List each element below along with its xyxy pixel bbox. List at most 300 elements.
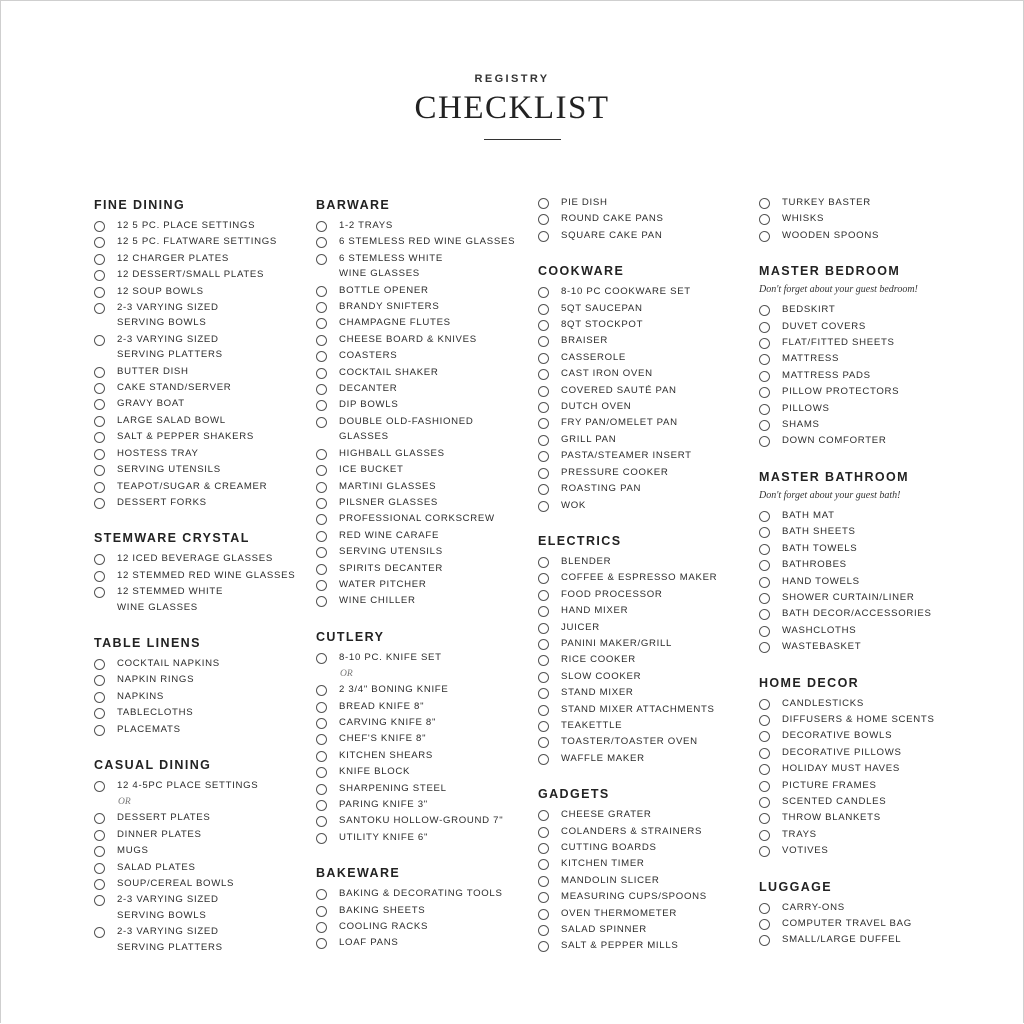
checklist-item[interactable] — [538, 940, 748, 953]
checkbox-circle-icon[interactable] — [759, 511, 770, 522]
checklist-item[interactable] — [538, 891, 748, 904]
checkbox-circle-icon[interactable] — [316, 498, 327, 509]
checkbox-circle-icon[interactable] — [759, 813, 770, 824]
checkbox-circle-icon[interactable] — [759, 231, 770, 242]
checklist-item[interactable] — [759, 230, 989, 243]
checklist-item-label: 8QT STOCKPOT — [561, 319, 644, 331]
checklist-item[interactable] — [759, 608, 989, 621]
checkbox-circle-icon[interactable] — [316, 351, 327, 362]
checkbox-circle-icon[interactable] — [538, 484, 549, 495]
checklist-item[interactable] — [94, 415, 304, 428]
checklist-item[interactable] — [538, 483, 748, 496]
checklist-item[interactable] — [316, 253, 531, 282]
checkbox-circle-icon[interactable] — [94, 587, 105, 598]
checkbox-circle-icon[interactable] — [94, 482, 105, 493]
checkbox-circle-icon[interactable] — [759, 764, 770, 775]
checklist-item[interactable] — [316, 733, 531, 746]
checklist-item[interactable] — [94, 926, 304, 955]
checklist-item[interactable] — [94, 862, 304, 875]
checkbox-circle-icon[interactable] — [538, 925, 549, 936]
checkbox-circle-icon[interactable] — [94, 781, 105, 792]
checklist-item[interactable] — [759, 763, 989, 776]
checklist-item[interactable] — [759, 730, 989, 743]
checklist-item[interactable] — [316, 317, 531, 330]
checkbox-circle-icon[interactable] — [538, 231, 549, 242]
checkbox-circle-icon[interactable] — [538, 810, 549, 821]
checkbox-circle-icon[interactable] — [316, 922, 327, 933]
checkbox-circle-icon[interactable] — [94, 675, 105, 686]
checkbox-circle-icon[interactable] — [316, 767, 327, 778]
checklist-item[interactable] — [538, 385, 748, 398]
checklist-item[interactable] — [538, 572, 748, 585]
checklist-item-label: PANINI MAKER/GRILL — [561, 637, 673, 649]
checklist-item[interactable] — [94, 845, 304, 858]
checklist-item-label: DECORATIVE BOWLS — [782, 730, 893, 742]
checkbox-circle-icon[interactable] — [538, 369, 549, 380]
checklist-item[interactable] — [316, 684, 531, 697]
checklist-item[interactable] — [94, 286, 304, 299]
checkbox-circle-icon[interactable] — [759, 919, 770, 930]
checklist-item[interactable] — [538, 687, 748, 700]
checkbox-circle-icon[interactable] — [316, 302, 327, 313]
checklist-item-label: TABLECLOTHS — [117, 707, 194, 719]
checklist-item[interactable] — [316, 652, 531, 665]
checklist-item[interactable] — [94, 464, 304, 477]
checklist-item[interactable] — [538, 622, 748, 635]
checklist-item[interactable] — [94, 674, 304, 687]
checkbox-circle-icon[interactable] — [538, 435, 549, 446]
checklist-item[interactable] — [759, 304, 989, 317]
checklist-item[interactable] — [538, 213, 748, 226]
checkbox-circle-icon[interactable] — [538, 198, 549, 209]
checkbox-circle-icon[interactable] — [759, 577, 770, 588]
checkbox-circle-icon[interactable] — [316, 547, 327, 558]
checkbox-circle-icon[interactable] — [94, 416, 105, 427]
checklist-item[interactable] — [538, 638, 748, 651]
checklist-item[interactable] — [316, 937, 531, 950]
checkbox-circle-icon[interactable] — [316, 596, 327, 607]
checkbox-circle-icon[interactable] — [94, 498, 105, 509]
checkbox-circle-icon[interactable] — [538, 655, 549, 666]
checklist-item[interactable] — [316, 717, 531, 730]
checklist-item[interactable] — [316, 815, 531, 828]
checklist-item[interactable] — [94, 780, 304, 793]
checkbox-circle-icon[interactable] — [759, 420, 770, 431]
checklist-item[interactable] — [759, 370, 989, 383]
checklist-item[interactable] — [538, 858, 748, 871]
checklist-item[interactable] — [759, 337, 989, 350]
checklist-item[interactable] — [538, 654, 748, 667]
checklist-item[interactable] — [759, 526, 989, 539]
checkbox-circle-icon[interactable] — [759, 214, 770, 225]
checklist-item[interactable] — [316, 905, 531, 918]
checkbox-circle-icon[interactable] — [94, 399, 105, 410]
checkbox-circle-icon[interactable] — [316, 254, 327, 265]
checklist-item[interactable] — [94, 707, 304, 720]
checklist-item[interactable] — [538, 842, 748, 855]
checkbox-circle-icon[interactable] — [94, 383, 105, 394]
checklist-item[interactable] — [759, 197, 989, 210]
checklist-item[interactable] — [759, 812, 989, 825]
checklist-item[interactable] — [316, 416, 531, 445]
checklist-item[interactable] — [538, 908, 748, 921]
checklist-item[interactable] — [316, 832, 531, 845]
checklist-item[interactable] — [94, 586, 304, 615]
checkbox-circle-icon[interactable] — [316, 384, 327, 395]
checklist-item[interactable] — [759, 419, 989, 432]
checkbox-circle-icon[interactable] — [538, 214, 549, 225]
checkbox-circle-icon[interactable] — [759, 387, 770, 398]
checklist-item[interactable] — [538, 368, 748, 381]
checklist-item[interactable] — [538, 352, 748, 365]
checkbox-circle-icon[interactable] — [316, 816, 327, 827]
checkbox-circle-icon[interactable] — [316, 906, 327, 917]
checkbox-circle-icon[interactable] — [316, 400, 327, 411]
checklist-item[interactable] — [316, 888, 531, 901]
checkbox-circle-icon[interactable] — [759, 935, 770, 946]
checklist-item[interactable] — [538, 319, 748, 332]
checklist-item-label: 2 3/4" BONING KNIFE — [339, 684, 449, 696]
checkbox-circle-icon[interactable] — [316, 449, 327, 460]
checkbox-circle-icon[interactable] — [759, 715, 770, 726]
checkbox-circle-icon[interactable] — [538, 941, 549, 952]
checklist-item-label: SALAD SPINNER — [561, 924, 647, 936]
checkbox-circle-icon[interactable] — [94, 449, 105, 460]
checklist-item[interactable] — [316, 546, 531, 559]
checkbox-circle-icon[interactable] — [538, 639, 549, 650]
checkbox-circle-icon[interactable] — [759, 699, 770, 710]
checklist-item[interactable] — [538, 450, 748, 463]
checklist-item[interactable] — [759, 934, 989, 947]
checklist-item[interactable] — [759, 698, 989, 711]
checklist-item[interactable] — [316, 220, 531, 233]
checklist-item[interactable] — [538, 434, 748, 447]
checklist-item[interactable] — [316, 595, 531, 608]
checkbox-circle-icon[interactable] — [759, 527, 770, 538]
checkbox-circle-icon[interactable] — [94, 879, 105, 890]
checkbox-circle-icon[interactable] — [316, 685, 327, 696]
checklist-item[interactable] — [538, 556, 748, 569]
checkbox-circle-icon[interactable] — [759, 748, 770, 759]
checkbox-circle-icon[interactable] — [94, 895, 105, 906]
checklist-item[interactable] — [316, 497, 531, 510]
checkbox-circle-icon[interactable] — [759, 338, 770, 349]
checkbox-circle-icon[interactable] — [316, 417, 327, 428]
checklist-item[interactable] — [759, 403, 989, 416]
checklist-item[interactable] — [94, 658, 304, 671]
checkbox-circle-icon[interactable] — [316, 751, 327, 762]
checkbox-circle-icon[interactable] — [759, 626, 770, 637]
checkbox-circle-icon[interactable] — [94, 335, 105, 346]
checkbox-circle-icon[interactable] — [538, 573, 549, 584]
checklist-item[interactable] — [316, 766, 531, 779]
checkbox-circle-icon[interactable] — [759, 846, 770, 857]
checklist-item[interactable] — [316, 750, 531, 763]
checklist-item-label: BREAD KNIFE 8" — [339, 700, 425, 712]
checkbox-circle-icon[interactable] — [759, 593, 770, 604]
checkbox-circle-icon[interactable] — [759, 781, 770, 792]
checklist-item[interactable] — [759, 435, 989, 448]
checkbox-circle-icon[interactable] — [759, 371, 770, 382]
checklist-item[interactable] — [759, 902, 989, 915]
checkbox-circle-icon[interactable] — [316, 482, 327, 493]
checklist-item[interactable] — [94, 570, 304, 583]
checkbox-circle-icon[interactable] — [94, 237, 105, 248]
checkbox-circle-icon[interactable] — [94, 287, 105, 298]
checkbox-circle-icon[interactable] — [94, 659, 105, 670]
checkbox-circle-icon[interactable] — [538, 721, 549, 732]
checkbox-circle-icon[interactable] — [538, 468, 549, 479]
checklist-item[interactable] — [94, 724, 304, 737]
checkbox-circle-icon[interactable] — [538, 892, 549, 903]
checklist-item-label: KITCHEN SHEARS — [339, 749, 434, 761]
checkbox-circle-icon[interactable] — [538, 737, 549, 748]
checklist-item[interactable] — [94, 894, 304, 923]
checklist-item[interactable] — [538, 467, 748, 480]
checklist-item[interactable] — [94, 497, 304, 510]
section-gadgets — [538, 786, 748, 954]
checklist-item-label: CAKE STAND/SERVER — [117, 382, 232, 394]
checkbox-circle-icon[interactable] — [759, 354, 770, 365]
checkbox-circle-icon[interactable] — [538, 827, 549, 838]
checkbox-circle-icon[interactable] — [316, 221, 327, 232]
checkbox-circle-icon[interactable] — [316, 286, 327, 297]
checklist-item[interactable] — [316, 921, 531, 934]
checkbox-circle-icon[interactable] — [94, 725, 105, 736]
checkbox-circle-icon[interactable] — [759, 322, 770, 333]
checklist-item[interactable] — [316, 367, 531, 380]
checkbox-circle-icon[interactable] — [538, 557, 549, 568]
checkbox-circle-icon[interactable] — [538, 402, 549, 413]
checkbox-circle-icon[interactable] — [759, 903, 770, 914]
checklist-item[interactable] — [94, 236, 304, 249]
checkbox-circle-icon[interactable] — [538, 386, 549, 397]
checkbox-circle-icon[interactable] — [94, 465, 105, 476]
checklist-item[interactable] — [316, 383, 531, 396]
checkbox-circle-icon[interactable] — [759, 609, 770, 620]
checklist-item[interactable] — [316, 285, 531, 298]
checklist-item[interactable] — [316, 448, 531, 461]
checklist-item[interactable] — [538, 335, 748, 348]
checkbox-circle-icon[interactable] — [94, 367, 105, 378]
checkbox-circle-icon[interactable] — [759, 305, 770, 316]
checkbox-circle-icon[interactable] — [538, 859, 549, 870]
checkbox-circle-icon[interactable] — [538, 688, 549, 699]
checklist-item[interactable] — [94, 448, 304, 461]
checklist-item[interactable] — [316, 513, 531, 526]
checklist-item[interactable] — [538, 720, 748, 733]
checkbox-circle-icon[interactable] — [94, 692, 105, 703]
checkbox-circle-icon[interactable] — [538, 287, 549, 298]
checklist-item[interactable] — [538, 286, 748, 299]
checklist-item[interactable] — [538, 401, 748, 414]
checkbox-circle-icon[interactable] — [316, 784, 327, 795]
checklist-item[interactable] — [316, 464, 531, 477]
checkbox-circle-icon[interactable] — [316, 800, 327, 811]
checkbox-circle-icon[interactable] — [759, 642, 770, 653]
checklist-item[interactable] — [316, 481, 531, 494]
checkbox-circle-icon[interactable] — [94, 303, 105, 314]
checkbox-circle-icon[interactable] — [538, 304, 549, 315]
checkbox-circle-icon[interactable] — [94, 830, 105, 841]
checkbox-circle-icon[interactable] — [538, 843, 549, 854]
checkbox-circle-icon[interactable] — [316, 833, 327, 844]
checkbox-circle-icon[interactable] — [316, 702, 327, 713]
checklist-item[interactable] — [759, 559, 989, 572]
checkbox-circle-icon[interactable] — [94, 708, 105, 719]
checkbox-circle-icon[interactable] — [316, 531, 327, 542]
checkbox-circle-icon[interactable] — [538, 876, 549, 887]
checkbox-circle-icon[interactable] — [94, 432, 105, 443]
checkbox-circle-icon[interactable] — [94, 270, 105, 281]
checklist-item[interactable] — [759, 386, 989, 399]
checklist-item[interactable] — [316, 334, 531, 347]
checklist-item-label: BRANDY SNIFTERS — [339, 301, 440, 313]
checklist-item[interactable] — [94, 398, 304, 411]
checkbox-circle-icon[interactable] — [94, 554, 105, 565]
checkbox-circle-icon[interactable] — [759, 436, 770, 447]
checklist-item[interactable] — [94, 334, 304, 363]
checklist-item[interactable] — [538, 704, 748, 717]
checkbox-circle-icon[interactable] — [538, 353, 549, 364]
checkbox-circle-icon[interactable] — [538, 590, 549, 601]
checkbox-circle-icon[interactable] — [538, 320, 549, 331]
checkbox-circle-icon[interactable] — [316, 237, 327, 248]
checklist-item[interactable] — [316, 350, 531, 363]
checklist-item-label: UTILITY KNIFE 6" — [339, 831, 429, 843]
checklist-item[interactable] — [759, 543, 989, 556]
checklist-item[interactable] — [759, 625, 989, 638]
checkbox-circle-icon[interactable] — [316, 465, 327, 476]
checkbox-circle-icon[interactable] — [316, 889, 327, 900]
checkbox-circle-icon[interactable] — [759, 404, 770, 415]
checkbox-circle-icon[interactable] — [538, 451, 549, 462]
checklist-item[interactable] — [316, 530, 531, 543]
checkbox-circle-icon[interactable] — [316, 938, 327, 949]
checklist-item[interactable] — [538, 875, 748, 888]
checklist-item[interactable] — [759, 747, 989, 760]
checklist-item[interactable] — [759, 829, 989, 842]
checkbox-circle-icon[interactable] — [759, 198, 770, 209]
checklist-item[interactable] — [316, 399, 531, 412]
checklist-item[interactable] — [94, 302, 304, 331]
checkbox-circle-icon[interactable] — [316, 335, 327, 346]
checklist-item[interactable] — [538, 605, 748, 618]
checkbox-circle-icon[interactable] — [538, 909, 549, 920]
checklist-item[interactable] — [759, 592, 989, 605]
checkbox-circle-icon[interactable] — [94, 813, 105, 824]
checklist-item-label: 1-2 TRAYS — [339, 220, 393, 231]
checklist-item[interactable] — [94, 553, 304, 566]
checkbox-circle-icon[interactable] — [316, 564, 327, 575]
checklist-item[interactable] — [538, 753, 748, 766]
checklist-item[interactable] — [759, 714, 989, 727]
checkbox-circle-icon[interactable] — [316, 718, 327, 729]
checkbox-circle-icon[interactable] — [94, 927, 105, 938]
checklist-item[interactable] — [94, 269, 304, 282]
checklist-item[interactable] — [316, 236, 531, 249]
checklist-item[interactable] — [759, 576, 989, 589]
checklist-item[interactable] — [759, 845, 989, 858]
checklist-item[interactable] — [538, 589, 748, 602]
checklist-item[interactable] — [538, 197, 748, 210]
checkbox-circle-icon[interactable] — [538, 606, 549, 617]
checklist-item[interactable] — [316, 301, 531, 314]
checklist-item[interactable] — [316, 579, 531, 592]
checklist-item[interactable] — [94, 829, 304, 842]
checklist-item[interactable] — [94, 878, 304, 891]
checklist-item[interactable] — [316, 783, 531, 796]
checkbox-circle-icon[interactable] — [538, 705, 549, 716]
checklist-item[interactable] — [759, 796, 989, 809]
checkbox-circle-icon[interactable] — [316, 318, 327, 329]
checkbox-circle-icon[interactable] — [759, 830, 770, 841]
checklist-item[interactable] — [759, 510, 989, 523]
checkbox-circle-icon[interactable] — [316, 734, 327, 745]
checklist-item-label: SHOWER CURTAIN/LINER — [782, 591, 915, 603]
checkbox-circle-icon[interactable] — [538, 418, 549, 429]
checklist-item[interactable] — [316, 701, 531, 714]
checklist-item[interactable] — [538, 417, 748, 430]
checklist-item[interactable] — [538, 671, 748, 684]
checklist-item[interactable] — [94, 431, 304, 444]
checklist-item[interactable] — [94, 691, 304, 704]
checklist-item[interactable] — [94, 366, 304, 379]
checklist-item[interactable] — [538, 736, 748, 749]
checklist-item-label: DECANTER — [339, 383, 398, 395]
checkbox-circle-icon[interactable] — [538, 672, 549, 683]
checkbox-circle-icon[interactable] — [759, 544, 770, 555]
checklist-item[interactable] — [94, 253, 304, 266]
checkbox-circle-icon[interactable] — [94, 846, 105, 857]
checklist-item[interactable] — [538, 809, 748, 822]
checkbox-circle-icon[interactable] — [538, 754, 549, 765]
checklist-item[interactable] — [759, 353, 989, 366]
checklist-item[interactable] — [538, 230, 748, 243]
checklist-item[interactable] — [759, 641, 989, 654]
checklist-item[interactable] — [316, 563, 531, 576]
checklist-item[interactable] — [759, 918, 989, 931]
checkbox-circle-icon[interactable] — [316, 368, 327, 379]
section-title: CUTLERY — [316, 629, 385, 644]
checklist-item[interactable] — [538, 303, 748, 316]
checklist-item[interactable] — [94, 382, 304, 395]
checkbox-circle-icon[interactable] — [94, 571, 105, 582]
checklist-item[interactable] — [759, 213, 989, 226]
checkbox-circle-icon[interactable] — [538, 336, 549, 347]
checkbox-circle-icon[interactable] — [316, 514, 327, 525]
checklist-item[interactable] — [538, 500, 748, 513]
checkbox-circle-icon[interactable] — [94, 863, 105, 874]
checklist-item[interactable] — [538, 826, 748, 839]
checkbox-circle-icon[interactable] — [538, 501, 549, 512]
checkbox-circle-icon[interactable] — [316, 580, 327, 591]
checkbox-circle-icon[interactable] — [759, 731, 770, 742]
checklist-item[interactable] — [94, 220, 304, 233]
checkbox-circle-icon[interactable] — [94, 254, 105, 265]
checkbox-circle-icon[interactable] — [94, 221, 105, 232]
checkbox-circle-icon[interactable] — [316, 653, 327, 664]
checkbox-circle-icon[interactable] — [759, 560, 770, 571]
checkbox-circle-icon[interactable] — [538, 623, 549, 634]
checklist-item[interactable] — [94, 812, 304, 825]
checklist-item[interactable] — [538, 924, 748, 937]
checklist-item[interactable] — [94, 481, 304, 494]
checkbox-circle-icon[interactable] — [759, 797, 770, 808]
checklist-item[interactable] — [759, 780, 989, 793]
checklist-item[interactable] — [316, 799, 531, 812]
checklist-item[interactable] — [759, 321, 989, 334]
